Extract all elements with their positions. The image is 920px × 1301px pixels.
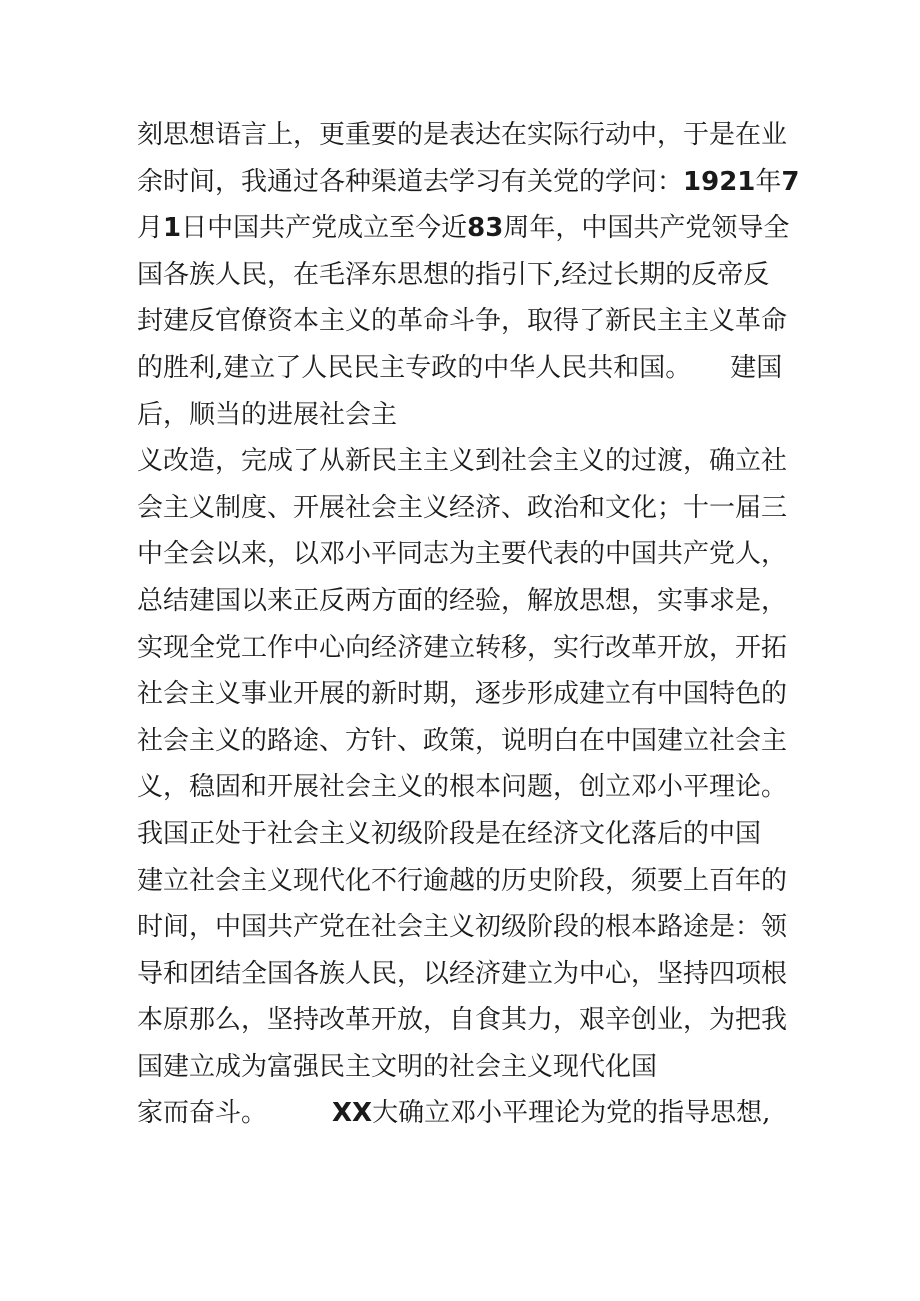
inline-number: 7 [781,166,800,197]
text-line: 本原那么，坚持改革开放，自食其力，艰辛创业，为把我 [137,1005,788,1036]
text-line: 总结建国以来正反两方面的经验，解放思想，实事求是， [137,585,788,616]
text-line: 社会主义的路途、方针、政策，说明白在中国建立社会主 [137,725,788,756]
text-line: 后，顺当的进展社会主 [137,399,398,430]
inline-number: 83 [467,213,504,244]
text-line: 社会主义事业开展的新时期，逐步形成建立有中国特色的 [137,679,788,710]
text-line: 实现全党工作中心向经济建立转移，实行改革开放，开拓 [137,632,788,663]
text-line: 国各族人民，在毛泽东思想的指引下,经过长期的反帝反 [137,259,770,290]
text-line: 义，稳固和开展社会主义的根本问题，创立邓小平理论。 [137,772,788,803]
text-line: 中全会以来，以邓小平同志为主要代表的中国共产党人， [137,539,788,570]
body-text [137,112,800,1137]
text-line: 月1日中国共产党成立至今近83周年，中国共产党领导全 [137,213,790,244]
text-line: 建立社会主义现代化不行逾越的历史阶段，须要上百年的 [137,865,788,896]
text-line: 家而奋斗。 XX大确立邓小平理论为党的指导思想, [137,1098,771,1129]
inline-number: 1921 [683,166,756,197]
inline-number: XX [332,1098,373,1129]
text-line: 导和团结全国各族人民，以经济建立为中心，坚持四项根 [137,958,788,989]
text-line: 封建反官僚资本主义的革命斗争，取得了新民主主义革命 [137,306,788,337]
text-line: 义改造，完成了从新民主主义到社会主义的过渡，确立社 [137,446,788,477]
inline-number: 1 [163,213,182,244]
text-line: 我国正处于社会主义初级阶段是在经济文化落后的中国 [137,818,762,849]
text-line: 会主义制度、开展社会主义经济、政治和文化；十一届三 [137,492,788,523]
text-line: 的胜利,建立了人民民主专政的中华人民共和国。 建国 [137,352,783,383]
text-line: 余时间，我通过各种渠道去学习有关党的学问：1921年7 [137,166,800,197]
text-line: 国建立成为富强民主文明的社会主义现代化国 [137,1051,658,1082]
text-line: 时间，中国共产党在社会主义初级阶段的根本路途是：领 [137,912,788,943]
text-line: 刻思想语言上，更重要的是表达在实际行动中，于是在业 [137,120,788,150]
